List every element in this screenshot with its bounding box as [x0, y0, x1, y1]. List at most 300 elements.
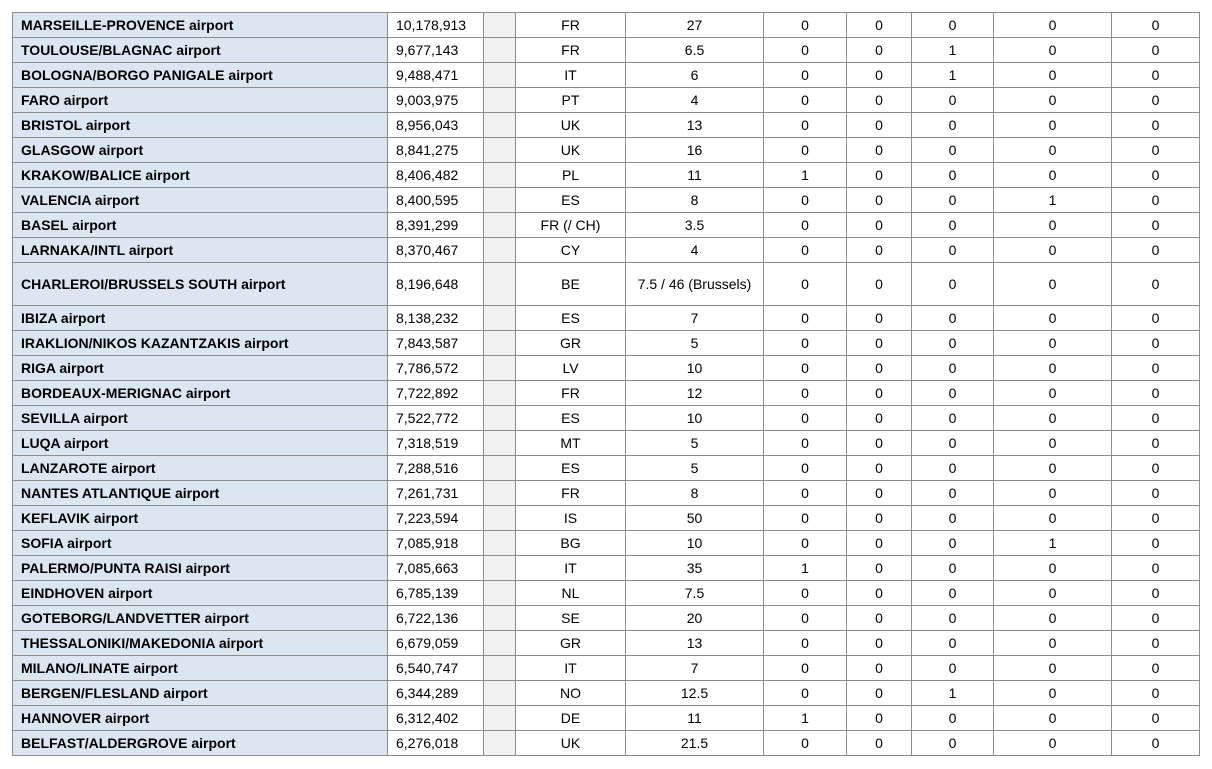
- indicator-5-cell: 0: [1112, 556, 1200, 581]
- passenger-count-cell: 6,679,059: [388, 631, 484, 656]
- table-row: [13, 431, 1200, 456]
- indicator-4-cell: 0: [994, 213, 1112, 238]
- airport-name-cell: IBIZA airport: [13, 306, 388, 331]
- indicator-5-cell: 0: [1112, 213, 1200, 238]
- table-row: [13, 456, 1200, 481]
- distance-cell: 8: [626, 188, 764, 213]
- passenger-count-cell: 6,722,136: [388, 606, 484, 631]
- indicator-2-cell: 0: [847, 631, 912, 656]
- indicator-1-cell: 0: [764, 631, 847, 656]
- indicator-4-cell: 1: [994, 188, 1112, 213]
- indicator-1-cell: 1: [764, 163, 847, 188]
- shaded-spacer-cell: [484, 38, 516, 63]
- shaded-spacer-cell: [484, 481, 516, 506]
- indicator-5-cell: 0: [1112, 163, 1200, 188]
- country-code-cell: IT: [516, 63, 626, 88]
- indicator-5-cell: 0: [1112, 731, 1200, 756]
- indicator-1-cell: 0: [764, 356, 847, 381]
- distance-cell: 12: [626, 381, 764, 406]
- indicator-1-cell: 0: [764, 581, 847, 606]
- indicator-2-cell: 0: [847, 481, 912, 506]
- indicator-2-cell: 0: [847, 731, 912, 756]
- indicator-4-cell: 0: [994, 88, 1112, 113]
- indicator-2-cell: 0: [847, 306, 912, 331]
- indicator-4-cell: 0: [994, 406, 1112, 431]
- country-code-cell: SE: [516, 606, 626, 631]
- shaded-spacer-cell: [484, 331, 516, 356]
- airport-name-cell: GOTEBORG/LANDVETTER airport: [13, 606, 388, 631]
- indicator-2-cell: 0: [847, 706, 912, 731]
- country-code-cell: GR: [516, 631, 626, 656]
- shaded-spacer-cell: [484, 506, 516, 531]
- shaded-spacer-cell: [484, 556, 516, 581]
- indicator-4-cell: 0: [994, 506, 1112, 531]
- table-row: [13, 213, 1200, 238]
- distance-cell: 20: [626, 606, 764, 631]
- indicator-4-cell: 0: [994, 138, 1112, 163]
- airport-table: [12, 12, 1200, 756]
- country-code-cell: DE: [516, 706, 626, 731]
- indicator-1-cell: 0: [764, 88, 847, 113]
- passenger-count-cell: 7,085,663: [388, 556, 484, 581]
- indicator-2-cell: 0: [847, 263, 912, 306]
- distance-cell: 3.5: [626, 213, 764, 238]
- airport-name-cell: EINDHOVEN airport: [13, 581, 388, 606]
- indicator-5-cell: 0: [1112, 681, 1200, 706]
- indicator-1-cell: 0: [764, 238, 847, 263]
- indicator-2-cell: 0: [847, 163, 912, 188]
- indicator-2-cell: 0: [847, 138, 912, 163]
- passenger-count-cell: 7,522,772: [388, 406, 484, 431]
- indicator-1-cell: 0: [764, 456, 847, 481]
- passenger-count-cell: 6,312,402: [388, 706, 484, 731]
- table-row: [13, 406, 1200, 431]
- indicator-1-cell: 0: [764, 681, 847, 706]
- indicator-4-cell: 0: [994, 13, 1112, 38]
- shaded-spacer-cell: [484, 606, 516, 631]
- airport-name-cell: TOULOUSE/BLAGNAC airport: [13, 38, 388, 63]
- shaded-spacer-cell: [484, 306, 516, 331]
- airport-name-cell: LARNAKA/INTL airport: [13, 238, 388, 263]
- passenger-count-cell: 7,223,594: [388, 506, 484, 531]
- indicator-1-cell: 0: [764, 38, 847, 63]
- indicator-1-cell: 0: [764, 213, 847, 238]
- indicator-2-cell: 0: [847, 681, 912, 706]
- indicator-5-cell: 0: [1112, 113, 1200, 138]
- indicator-1-cell: 0: [764, 606, 847, 631]
- indicator-5-cell: 0: [1112, 381, 1200, 406]
- shaded-spacer-cell: [484, 163, 516, 188]
- indicator-1-cell: 0: [764, 506, 847, 531]
- passenger-count-cell: 8,956,043: [388, 113, 484, 138]
- indicator-4-cell: 0: [994, 381, 1112, 406]
- airport-name-cell: MARSEILLE-PROVENCE airport: [13, 13, 388, 38]
- shaded-spacer-cell: [484, 263, 516, 306]
- indicator-2-cell: 0: [847, 506, 912, 531]
- indicator-3-cell: 0: [912, 138, 994, 163]
- indicator-5-cell: 0: [1112, 188, 1200, 213]
- country-code-cell: NO: [516, 681, 626, 706]
- table-row: [13, 163, 1200, 188]
- distance-cell: 12.5: [626, 681, 764, 706]
- indicator-2-cell: 0: [847, 13, 912, 38]
- indicator-4-cell: 0: [994, 606, 1112, 631]
- country-code-cell: IT: [516, 656, 626, 681]
- distance-cell: 4: [626, 238, 764, 263]
- indicator-4-cell: 0: [994, 631, 1112, 656]
- country-code-cell: UK: [516, 113, 626, 138]
- indicator-5-cell: 0: [1112, 88, 1200, 113]
- indicator-4-cell: 0: [994, 356, 1112, 381]
- airport-name-cell: BORDEAUX-MERIGNAC airport: [13, 381, 388, 406]
- distance-cell: 10: [626, 406, 764, 431]
- passenger-count-cell: 8,406,482: [388, 163, 484, 188]
- indicator-1-cell: 0: [764, 531, 847, 556]
- indicator-4-cell: 0: [994, 556, 1112, 581]
- indicator-3-cell: 0: [912, 506, 994, 531]
- shaded-spacer-cell: [484, 188, 516, 213]
- airport-name-cell: KRAKOW/BALICE airport: [13, 163, 388, 188]
- table-row: [13, 63, 1200, 88]
- indicator-3-cell: 0: [912, 406, 994, 431]
- shaded-spacer-cell: [484, 406, 516, 431]
- indicator-1-cell: 0: [764, 63, 847, 88]
- airport-name-cell: BOLOGNA/BORGO PANIGALE airport: [13, 63, 388, 88]
- indicator-3-cell: 0: [912, 88, 994, 113]
- indicator-5-cell: 0: [1112, 506, 1200, 531]
- indicator-2-cell: 0: [847, 213, 912, 238]
- passenger-count-cell: 9,677,143: [388, 38, 484, 63]
- country-code-cell: PL: [516, 163, 626, 188]
- shaded-spacer-cell: [484, 63, 516, 88]
- table-row: [13, 581, 1200, 606]
- indicator-5-cell: 0: [1112, 238, 1200, 263]
- table-row: [13, 138, 1200, 163]
- indicator-2-cell: 0: [847, 238, 912, 263]
- indicator-5-cell: 0: [1112, 431, 1200, 456]
- table-row: [13, 331, 1200, 356]
- shaded-spacer-cell: [484, 531, 516, 556]
- distance-cell: 10: [626, 356, 764, 381]
- shaded-spacer-cell: [484, 13, 516, 38]
- shaded-spacer-cell: [484, 731, 516, 756]
- table-row: [13, 306, 1200, 331]
- indicator-2-cell: 0: [847, 38, 912, 63]
- table-row: [13, 88, 1200, 113]
- distance-cell: 27: [626, 13, 764, 38]
- country-code-cell: BE: [516, 263, 626, 306]
- airport-name-cell: KEFLAVIK airport: [13, 506, 388, 531]
- shaded-spacer-cell: [484, 581, 516, 606]
- indicator-1-cell: 0: [764, 188, 847, 213]
- indicator-1-cell: 0: [764, 731, 847, 756]
- indicator-1-cell: 0: [764, 431, 847, 456]
- table-row: [13, 113, 1200, 138]
- indicator-1-cell: 0: [764, 406, 847, 431]
- airport-name-cell: SOFIA airport: [13, 531, 388, 556]
- indicator-3-cell: 0: [912, 213, 994, 238]
- country-code-cell: IT: [516, 556, 626, 581]
- indicator-2-cell: 0: [847, 406, 912, 431]
- indicator-5-cell: 0: [1112, 63, 1200, 88]
- passenger-count-cell: 7,261,731: [388, 481, 484, 506]
- passenger-count-cell: 7,288,516: [388, 456, 484, 481]
- indicator-3-cell: 0: [912, 456, 994, 481]
- table-row: [13, 263, 1200, 306]
- distance-cell: 5: [626, 456, 764, 481]
- indicator-5-cell: 0: [1112, 581, 1200, 606]
- indicator-1-cell: 0: [764, 263, 847, 306]
- indicator-3-cell: 0: [912, 581, 994, 606]
- indicator-5-cell: 0: [1112, 406, 1200, 431]
- airport-name-cell: RIGA airport: [13, 356, 388, 381]
- indicator-3-cell: 0: [912, 306, 994, 331]
- distance-cell: 11: [626, 163, 764, 188]
- shaded-spacer-cell: [484, 113, 516, 138]
- distance-cell: 10: [626, 531, 764, 556]
- table-row: [13, 381, 1200, 406]
- table-row: [13, 631, 1200, 656]
- airport-name-cell: NANTES ATLANTIQUE airport: [13, 481, 388, 506]
- indicator-3-cell: 0: [912, 113, 994, 138]
- country-code-cell: CY: [516, 238, 626, 263]
- indicator-2-cell: 0: [847, 113, 912, 138]
- passenger-count-cell: 6,276,018: [388, 731, 484, 756]
- country-code-cell: LV: [516, 356, 626, 381]
- indicator-1-cell: 0: [764, 113, 847, 138]
- passenger-count-cell: 7,843,587: [388, 331, 484, 356]
- airport-name-cell: GLASGOW airport: [13, 138, 388, 163]
- shaded-spacer-cell: [484, 706, 516, 731]
- indicator-2-cell: 0: [847, 606, 912, 631]
- table-row: [13, 656, 1200, 681]
- indicator-2-cell: 0: [847, 581, 912, 606]
- shaded-spacer-cell: [484, 138, 516, 163]
- country-code-cell: ES: [516, 456, 626, 481]
- indicator-5-cell: 0: [1112, 706, 1200, 731]
- shaded-spacer-cell: [484, 431, 516, 456]
- distance-cell: 11: [626, 706, 764, 731]
- shaded-spacer-cell: [484, 456, 516, 481]
- airport-name-cell: BERGEN/FLESLAND airport: [13, 681, 388, 706]
- indicator-1-cell: 1: [764, 706, 847, 731]
- passenger-count-cell: 8,841,275: [388, 138, 484, 163]
- indicator-1-cell: 1: [764, 556, 847, 581]
- indicator-2-cell: 0: [847, 88, 912, 113]
- indicator-4-cell: 0: [994, 456, 1112, 481]
- indicator-5-cell: 0: [1112, 631, 1200, 656]
- shaded-spacer-cell: [484, 631, 516, 656]
- shaded-spacer-cell: [484, 681, 516, 706]
- passenger-count-cell: 9,488,471: [388, 63, 484, 88]
- indicator-4-cell: 0: [994, 706, 1112, 731]
- indicator-4-cell: 0: [994, 331, 1112, 356]
- airport-name-cell: BASEL airport: [13, 213, 388, 238]
- country-code-cell: ES: [516, 406, 626, 431]
- country-code-cell: BG: [516, 531, 626, 556]
- indicator-2-cell: 0: [847, 556, 912, 581]
- passenger-count-cell: 9,003,975: [388, 88, 484, 113]
- indicator-3-cell: 0: [912, 263, 994, 306]
- indicator-3-cell: 0: [912, 188, 994, 213]
- passenger-count-cell: 10,178,913: [388, 13, 484, 38]
- country-code-cell: ES: [516, 188, 626, 213]
- indicator-5-cell: 0: [1112, 656, 1200, 681]
- passenger-count-cell: 6,785,139: [388, 581, 484, 606]
- indicator-4-cell: 0: [994, 38, 1112, 63]
- indicator-2-cell: 0: [847, 656, 912, 681]
- airport-name-cell: THESSALONIKI/MAKEDONIA airport: [13, 631, 388, 656]
- distance-cell: 7.5 / 46 (Brussels): [626, 263, 764, 306]
- indicator-3-cell: 0: [912, 163, 994, 188]
- country-code-cell: UK: [516, 731, 626, 756]
- indicator-3-cell: 1: [912, 38, 994, 63]
- table-row: [13, 13, 1200, 38]
- indicator-1-cell: 0: [764, 13, 847, 38]
- indicator-1-cell: 0: [764, 381, 847, 406]
- indicator-3-cell: 0: [912, 606, 994, 631]
- indicator-4-cell: 0: [994, 681, 1112, 706]
- indicator-3-cell: 0: [912, 631, 994, 656]
- passenger-count-cell: 8,400,595: [388, 188, 484, 213]
- airport-name-cell: BRISTOL airport: [13, 113, 388, 138]
- indicator-3-cell: 0: [912, 356, 994, 381]
- shaded-spacer-cell: [484, 213, 516, 238]
- indicator-2-cell: 0: [847, 188, 912, 213]
- indicator-2-cell: 0: [847, 456, 912, 481]
- table-row: [13, 506, 1200, 531]
- table-row: [13, 606, 1200, 631]
- indicator-5-cell: 0: [1112, 138, 1200, 163]
- passenger-count-cell: 8,370,467: [388, 238, 484, 263]
- table-row: [13, 556, 1200, 581]
- indicator-4-cell: 0: [994, 431, 1112, 456]
- shaded-spacer-cell: [484, 381, 516, 406]
- airport-name-cell: IRAKLION/NIKOS KAZANTZAKIS airport: [13, 331, 388, 356]
- country-code-cell: MT: [516, 431, 626, 456]
- indicator-3-cell: 0: [912, 431, 994, 456]
- indicator-2-cell: 0: [847, 356, 912, 381]
- distance-cell: 7.5: [626, 581, 764, 606]
- distance-cell: 16: [626, 138, 764, 163]
- country-code-cell: ES: [516, 306, 626, 331]
- indicator-1-cell: 0: [764, 481, 847, 506]
- table-body: [13, 13, 1200, 756]
- indicator-3-cell: 0: [912, 381, 994, 406]
- passenger-count-cell: 7,318,519: [388, 431, 484, 456]
- indicator-3-cell: 0: [912, 731, 994, 756]
- distance-cell: 8: [626, 481, 764, 506]
- indicator-5-cell: 0: [1112, 481, 1200, 506]
- indicator-4-cell: 0: [994, 63, 1112, 88]
- indicator-4-cell: 0: [994, 238, 1112, 263]
- country-code-cell: FR: [516, 381, 626, 406]
- country-code-cell: PT: [516, 88, 626, 113]
- table-row: [13, 481, 1200, 506]
- indicator-4-cell: 0: [994, 263, 1112, 306]
- indicator-5-cell: 0: [1112, 356, 1200, 381]
- indicator-4-cell: 0: [994, 481, 1112, 506]
- table-row: [13, 38, 1200, 63]
- distance-cell: 6.5: [626, 38, 764, 63]
- shaded-spacer-cell: [484, 656, 516, 681]
- airport-name-cell: MILANO/LINATE airport: [13, 656, 388, 681]
- country-code-cell: FR (/ CH): [516, 213, 626, 238]
- airport-name-cell: LANZAROTE airport: [13, 456, 388, 481]
- distance-cell: 13: [626, 113, 764, 138]
- passenger-count-cell: 7,722,892: [388, 381, 484, 406]
- indicator-3-cell: 0: [912, 706, 994, 731]
- distance-cell: 5: [626, 331, 764, 356]
- indicator-4-cell: 0: [994, 163, 1112, 188]
- indicator-4-cell: 0: [994, 306, 1112, 331]
- shaded-spacer-cell: [484, 356, 516, 381]
- airport-name-cell: BELFAST/ALDERGROVE airport: [13, 731, 388, 756]
- table-row: [13, 356, 1200, 381]
- indicator-5-cell: 0: [1112, 263, 1200, 306]
- airport-name-cell: HANNOVER airport: [13, 706, 388, 731]
- shaded-spacer-cell: [484, 88, 516, 113]
- table-row: [13, 731, 1200, 756]
- indicator-3-cell: 0: [912, 556, 994, 581]
- airport-name-cell: PALERMO/PUNTA RAISI airport: [13, 556, 388, 581]
- indicator-4-cell: 0: [994, 113, 1112, 138]
- table-row: [13, 531, 1200, 556]
- country-code-cell: NL: [516, 581, 626, 606]
- airport-name-cell: VALENCIA airport: [13, 188, 388, 213]
- indicator-2-cell: 0: [847, 531, 912, 556]
- indicator-3-cell: 0: [912, 481, 994, 506]
- table-row: [13, 681, 1200, 706]
- distance-cell: 21.5: [626, 731, 764, 756]
- distance-cell: 50: [626, 506, 764, 531]
- indicator-1-cell: 0: [764, 656, 847, 681]
- country-code-cell: FR: [516, 481, 626, 506]
- passenger-count-cell: 7,085,918: [388, 531, 484, 556]
- indicator-4-cell: 0: [994, 731, 1112, 756]
- airport-name-cell: SEVILLA airport: [13, 406, 388, 431]
- airport-name-cell: FARO airport: [13, 88, 388, 113]
- table-row: [13, 188, 1200, 213]
- indicator-5-cell: 0: [1112, 13, 1200, 38]
- passenger-count-cell: 8,391,299: [388, 213, 484, 238]
- distance-cell: 13: [626, 631, 764, 656]
- indicator-5-cell: 0: [1112, 306, 1200, 331]
- indicator-3-cell: 1: [912, 681, 994, 706]
- indicator-4-cell: 0: [994, 656, 1112, 681]
- indicator-1-cell: 0: [764, 306, 847, 331]
- indicator-1-cell: 0: [764, 138, 847, 163]
- country-code-cell: FR: [516, 13, 626, 38]
- country-code-cell: FR: [516, 38, 626, 63]
- indicator-3-cell: 0: [912, 13, 994, 38]
- distance-cell: 4: [626, 88, 764, 113]
- table-row: [13, 706, 1200, 731]
- country-code-cell: UK: [516, 138, 626, 163]
- table-row: [13, 238, 1200, 263]
- indicator-5-cell: 0: [1112, 456, 1200, 481]
- distance-cell: 5: [626, 431, 764, 456]
- indicator-4-cell: 1: [994, 531, 1112, 556]
- distance-cell: 35: [626, 556, 764, 581]
- passenger-count-cell: 8,196,648: [388, 263, 484, 306]
- indicator-2-cell: 0: [847, 331, 912, 356]
- shaded-spacer-cell: [484, 238, 516, 263]
- indicator-3-cell: 0: [912, 238, 994, 263]
- airport-name-cell: LUQA airport: [13, 431, 388, 456]
- indicator-5-cell: 0: [1112, 38, 1200, 63]
- passenger-count-cell: 8,138,232: [388, 306, 484, 331]
